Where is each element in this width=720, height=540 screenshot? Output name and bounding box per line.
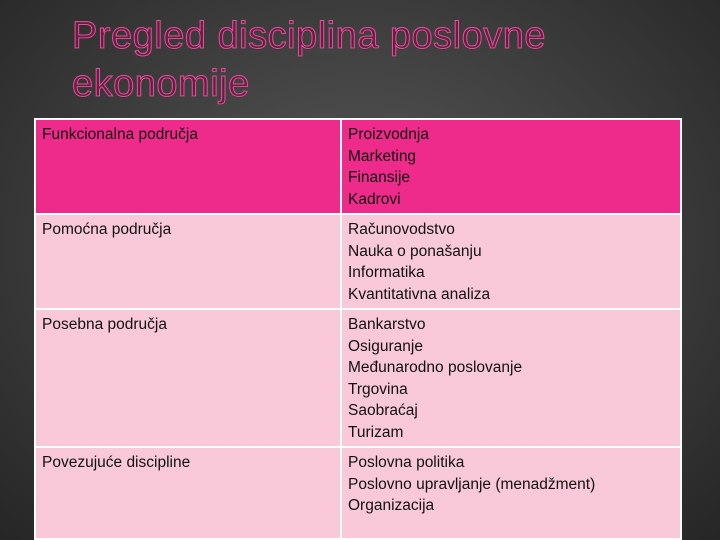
items-cell [341, 214, 681, 309]
category-cell: Povezujuće discipline [35, 447, 341, 539]
list-item: Kadrovi [348, 190, 401, 208]
table-row [35, 309, 681, 447]
items-cell [341, 309, 681, 447]
list-item: Informatika [348, 264, 425, 281]
category-cell: Pomoćna područja [35, 214, 341, 309]
list-item: Proizvodnja [348, 126, 429, 143]
items-cell [341, 447, 681, 539]
slide-title [72, 12, 692, 108]
list-item: Turizam [348, 423, 404, 441]
table-row [35, 447, 681, 539]
disciplines-table [34, 118, 682, 540]
list-item: Marketing [348, 147, 417, 165]
title-line-2: ekonomije [72, 63, 250, 105]
list-item: Bankarstvo [348, 316, 426, 333]
list-item: Kvantitativna analiza [348, 285, 491, 303]
list-item: Finansije [348, 169, 411, 186]
list-item: Nauka o ponašanju [348, 242, 482, 260]
list-item: Organizacija [348, 497, 435, 514]
list-item: Osiguranje [348, 337, 423, 355]
items-cell [341, 119, 681, 214]
list-item: Trgovina [348, 380, 408, 398]
category-cell: Funkcionalna područja [35, 119, 341, 214]
table-row [35, 214, 681, 309]
table-row [35, 119, 681, 214]
list-item: Poslovno upravljanje (menadžment) [348, 475, 596, 493]
list-item: Poslovna politika [348, 454, 465, 471]
category-cell: Posebna područja [35, 309, 341, 447]
title-line-1: Pregled disciplina poslovne [72, 15, 547, 57]
list-item: Računovodstvo [348, 221, 455, 238]
list-item: Saobraćaj [348, 402, 418, 419]
list-item: Međunarodno poslovanje [348, 359, 523, 376]
